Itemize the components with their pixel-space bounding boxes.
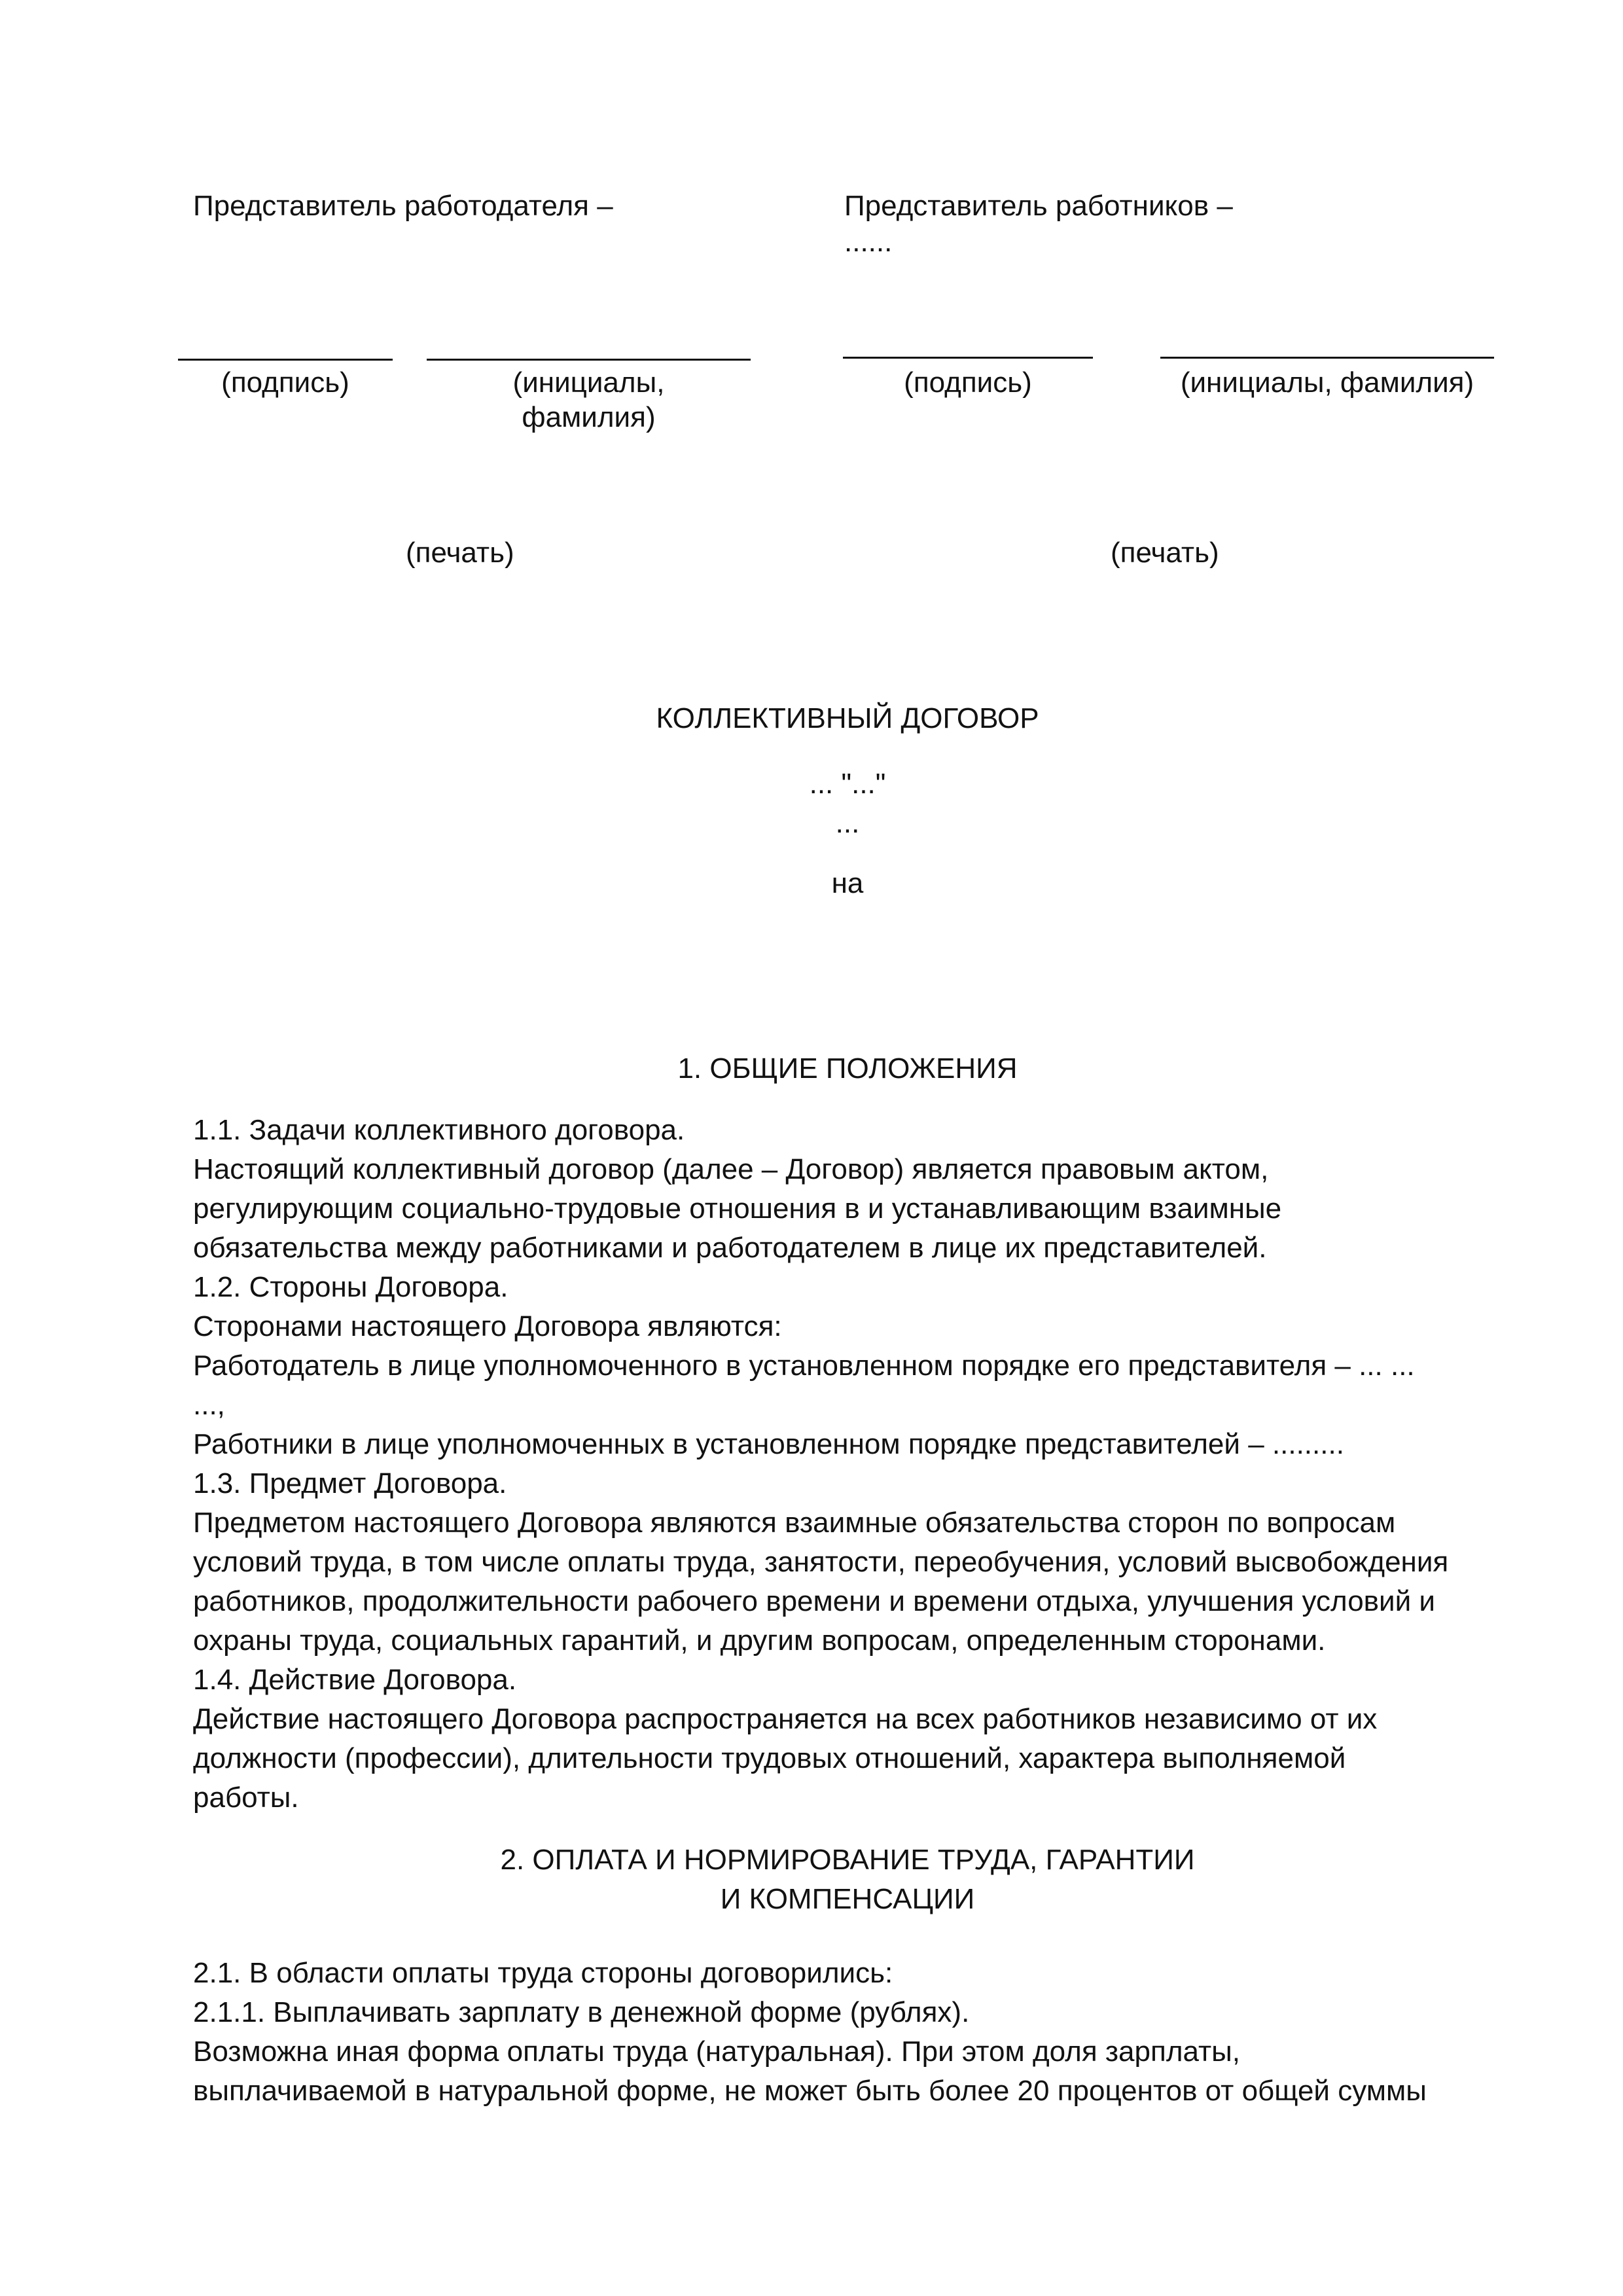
section-1-line: Действие настоящего Договора распространяется на всех работников независимо от их [193,1703,1378,1735]
employees-stamp-label: (печать) [1111,537,1219,569]
section-1-heading: 1. ОБЩИЕ ПОЛОЖЕНИЯ [677,1052,1018,1085]
section-2-line: 2.1.1. Выплачивать зарплату в денежной форме (рублях). [193,1996,970,2028]
section-1-body [193,1111,1522,1818]
employees-initials-line [1160,357,1494,359]
employees-signature-line [843,357,1093,359]
employees-initials-label: (инициалы, фамилия) [1180,367,1474,399]
section-1-line: Работодатель в лице уполномоченного в установленном порядке его представителя – ... ... [193,1350,1415,1382]
section-2-heading-line2: И КОМПЕНСАЦИИ [720,1883,975,1915]
employer-initials-label-line1: (инициалы, [512,367,665,399]
section-1-line: Предметом настоящего Договора являются взаимные обязательства сторон по вопросам [193,1507,1396,1539]
section-1-line: Работники в лице уполномоченных в установленном порядке представителей – ......... [193,1428,1344,1460]
employer-signature-line [178,359,393,361]
organization-line: ... "..." [809,768,886,800]
employer-stamp-label: (печать) [406,537,514,569]
section-1-line: работников, продолжительности рабочего времени и времени отдыха, улучшения условий и [193,1585,1435,1617]
employer-initials-line [427,359,751,361]
section-1-line: условий труда, в том числе оплаты труда, занятости, переобучения, условий высвобождения [193,1546,1449,1578]
section-2-line: 2.1. В области оплаты труда стороны договорились: [193,1957,893,1989]
section-1-line: 1.2. Стороны Договора. [193,1271,508,1303]
validity-period: на [831,867,864,899]
section-1-line: Сторонами настоящего Договора являются: [193,1310,782,1342]
section-1-line: 1.4. Действие Договора. [193,1664,517,1696]
section-1-line: работы. [193,1782,299,1814]
employer-initials-label-line2: фамилия) [522,401,656,433]
employees-signature-label: (подпись) [904,367,1032,399]
section-1-line: регулирующим социально-трудовые отношения в и устанавливающим взаимные [193,1193,1282,1225]
section-1-line: 1.1. Задачи коллективного договора. [193,1114,685,1146]
document-title: КОЛЛЕКТИВНЫЙ ДОГОВОР [656,702,1039,734]
section-1-line: охраны труда, социальных гарантий, и другим вопросам, определенным сторонами. [193,1624,1326,1657]
employer-representative-title: Представитель работодателя – [193,190,613,222]
section-2-line: Возможна иная форма оплаты труда (натуральная). При этом доля зарплаты, [193,2036,1241,2068]
section-1-line: ..., [193,1389,225,1421]
section-2-line: выплачиваемой в натуральной форме, не может быть более 20 процентов от общей суммы [193,2075,1427,2107]
title-line-2: ... [835,807,860,839]
section-1-line: обязательства между работниками и работодателем в лице их представителей. [193,1232,1267,1264]
section-2-body [193,1954,1522,2111]
employees-representative-title: Представитель работников – [844,190,1233,222]
employees-representative-name: ...... [844,226,893,258]
employer-signature-label: (подпись) [221,367,349,399]
section-1-line: Настоящий коллективный договор (далее – Договор) является правовым актом, [193,1153,1269,1185]
section-1-line: должности (профессии), длительности трудовых отношений, характера выполняемой [193,1742,1346,1774]
section-2-heading-line1: 2. ОПЛАТА И НОРМИРОВАНИЕ ТРУДА, ГАРАНТИИ [500,1844,1195,1876]
section-1-line: 1.3. Предмет Договора. [193,1467,507,1499]
